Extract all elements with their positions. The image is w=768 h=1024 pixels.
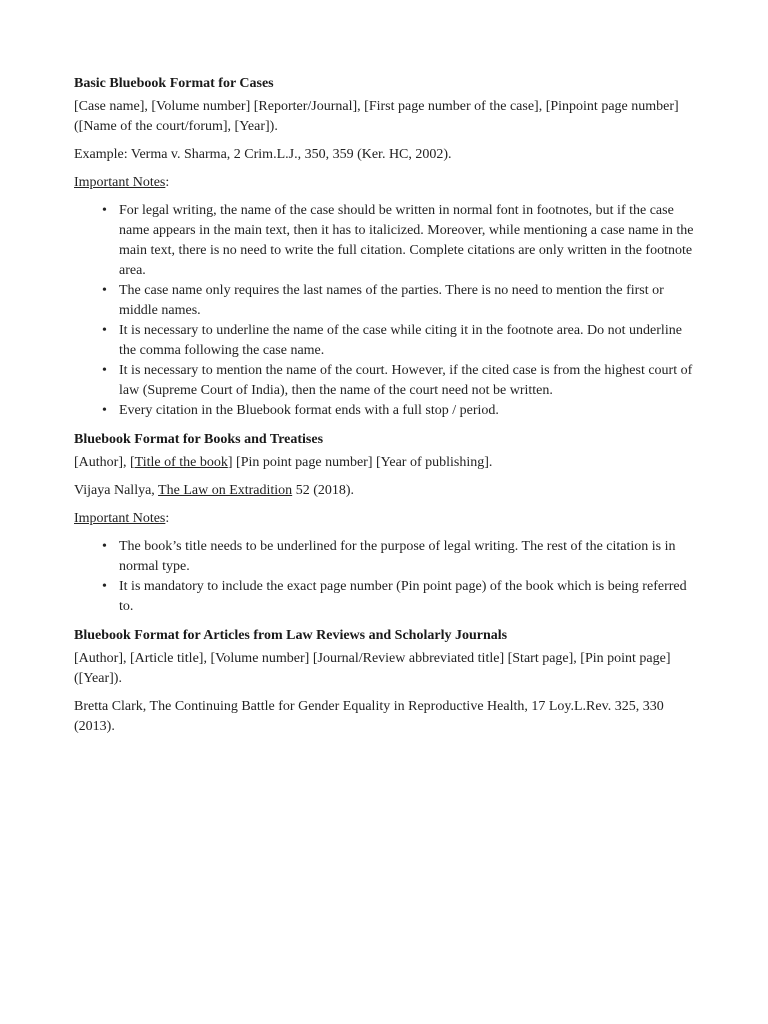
bullet-icon: • [102,403,107,418]
list-item [102,401,698,421]
cases-notes-label [74,173,698,193]
section-heading-cases: Basic Bluebook Format for Cases [74,76,274,91]
list-item [102,201,698,281]
bullet-icon: • [102,203,107,218]
list-item-text: It is necessary to mention the name of the court. However, if the cited case is from the highest court of law (Supreme Court of India), then the name of the court need not be written. [119,363,693,398]
books-format-pre: [Author], [ [74,455,135,470]
section-books [74,431,698,617]
section-articles [74,627,698,737]
bullet-icon: • [102,539,107,554]
list-item-text: The book’s title needs to be underlined for the purpose of legal writing. The rest of the citation is in normal type. [119,539,676,574]
list-item [102,321,698,361]
list-item [102,281,698,321]
notes-label-colon: : [165,511,170,526]
section-heading-articles: Bluebook Format for Articles from Law Reviews and Scholarly Journals [74,628,508,643]
bullet-icon: • [102,363,107,378]
section-heading-books: Bluebook Format for Books and Treatises [74,432,324,447]
list-item-text: Every citation in the Bluebook format ends with a full stop / period. [119,403,499,418]
books-notes-label [74,509,698,529]
list-item-text: For legal writing, the name of the case should be written in normal font in footnotes, but if the case name appears in the main text, then it has to italicized. Moreover, while mentioning a case name in the main text, there is no need to write the full citation. Complete citations are only written in the footnote area. [119,203,694,278]
books-example-rest: 52 (2018). [292,483,355,498]
list-item [102,577,698,617]
notes-label-text: Important Notes [74,175,166,190]
section-cases [74,75,698,421]
bullet-icon: • [102,283,107,298]
articles-example: Bretta Clark, The Continuing Battle for Gender Equality in Reproductive Health, 17 Loy.L.Rev. 325, 330 (2013). [74,699,664,734]
notes-label-text: Important Notes [74,511,166,526]
books-notes-list [74,537,698,617]
books-example-title: The Law on Extradition [158,483,293,498]
bullet-icon: • [102,323,107,338]
books-format-post: ] [Pin point page number] [Year of publishing]. [227,455,493,470]
books-example [74,481,698,501]
books-format-title: Title of the book [134,455,228,470]
list-item [102,537,698,577]
bullet-icon: • [102,579,107,594]
list-item [102,361,698,401]
notes-label-colon: : [165,175,170,190]
list-item-text: It is necessary to underline the name of the case while citing it in the footnote area. Do not underline the comma following the case name. [119,323,682,358]
books-example-author: Vijaya Nallya, [74,483,159,498]
books-format [74,453,698,473]
cases-example: Example: Verma v. Sharma, 2 Crim.L.J., 350, 359 (Ker. HC, 2002). [74,147,452,162]
articles-format: [Author], [Article title], [Volume number] [Journal/Review abbreviated title] [Start page], [Pin point page] ([Year]). [74,651,671,686]
cases-format: [Case name], [Volume number] [Reporter/Journal], [First page number of the case], [Pinpoint page number] ([Name of the court/forum], [Year]). [74,99,679,134]
cases-notes-list [74,201,698,421]
list-item-text: It is mandatory to include the exact page number (Pin point page) of the book which is being referred to. [119,579,687,614]
list-item-text: The case name only requires the last names of the parties. There is no need to mention the first or middle names. [119,283,664,318]
